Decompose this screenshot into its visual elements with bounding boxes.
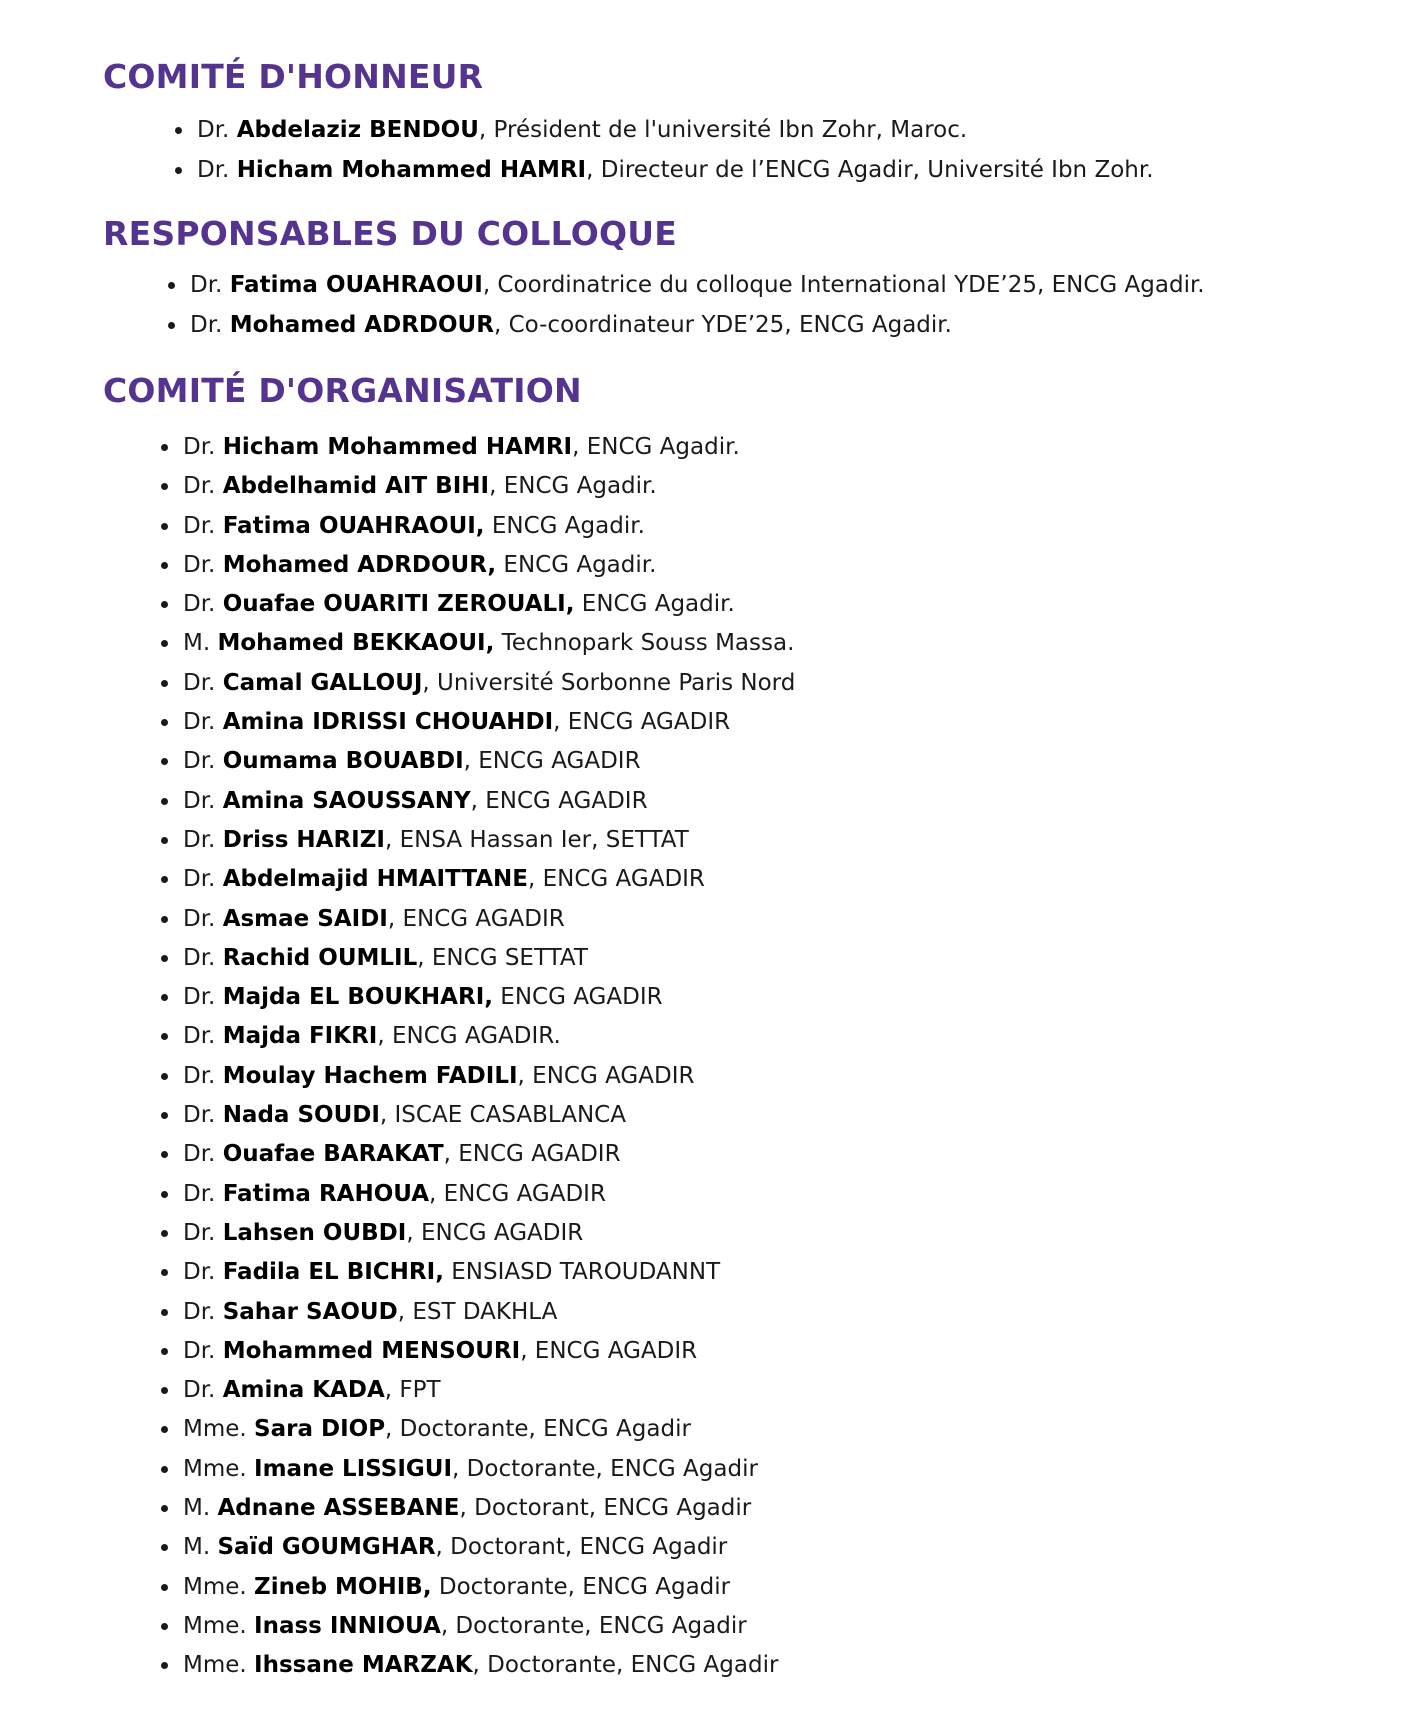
member-name: Moulay Hachem FADILI (222, 1062, 518, 1089)
member-affiliation: , Doctorante, ENCG Agadir (440, 1612, 747, 1639)
member-title: Dr. (183, 1102, 223, 1129)
member-affiliation: ENSIASD TAROUDANNT (443, 1259, 721, 1286)
member-name: Amina KADA (222, 1377, 385, 1404)
member-name: Mohamed BEKKAOUI, (217, 630, 495, 657)
member-name: Abdelhamid AIT BIHI (222, 473, 490, 500)
member-title: Dr. (197, 117, 237, 143)
member-affiliation: ENCG Agadir. (496, 551, 657, 578)
member-name: Ouafae OUARITI ZEROUALI, (222, 591, 575, 618)
member-name: Oumama BOUABDI (222, 748, 464, 775)
member-affiliation: , Doctorant, ENCG Agadir (435, 1534, 728, 1561)
member-affiliation: ENCG Agadir. (484, 512, 645, 539)
member-title: Dr. (183, 1298, 223, 1325)
comite-organisation-list (183, 432, 795, 1690)
member-title: M. (183, 1495, 218, 1522)
member-title: Dr. (183, 1023, 223, 1050)
member-affiliation: , ISCAE CASABLANCA (379, 1102, 626, 1129)
member-title: Dr. (183, 1377, 223, 1404)
member-name: Lahsen OUBDI (222, 1219, 407, 1246)
member-affiliation: , EST DAKHLA (397, 1298, 558, 1325)
member-affiliation: ENCG AGADIR (492, 984, 663, 1011)
member-name: Abdelaziz BENDOU (236, 117, 479, 143)
member-affiliation: , ENCG AGADIR (517, 1062, 695, 1089)
member-name: Majda FIKRI (222, 1023, 378, 1050)
member-name: Zineb MOHIB, (254, 1573, 432, 1600)
member-affiliation: , ENCG AGADIR (553, 709, 731, 736)
member-name: Rachid OUMLIL (222, 944, 418, 971)
list-item (183, 1532, 795, 1562)
member-title: Dr. (183, 944, 223, 971)
member-title: Dr. (183, 434, 223, 460)
member-title: Mme. (183, 1455, 255, 1482)
list-item (183, 864, 795, 894)
member-affiliation: , FPT (384, 1377, 441, 1404)
list-item (183, 943, 795, 973)
member-affiliation: , Doctorant, ENCG Agadir (459, 1495, 752, 1522)
member-title: Dr. (183, 826, 223, 853)
member-affiliation: , ENCG Agadir. (572, 434, 740, 460)
list-item (183, 982, 795, 1012)
member-title: Dr. (183, 866, 223, 893)
list-item (183, 1454, 795, 1484)
list-item (183, 511, 795, 541)
list-item (190, 270, 1205, 300)
list-item (183, 746, 795, 776)
member-title: Dr. (190, 311, 230, 338)
member-title: Dr. (183, 709, 223, 736)
member-name: Fatima OUAHRAOUI (229, 272, 483, 298)
member-title: Mme. (183, 1652, 255, 1679)
member-title: Mme. (183, 1573, 255, 1600)
member-title: Mme. (183, 1612, 255, 1639)
member-name: Majda EL BOUKHARI, (222, 984, 493, 1011)
member-affiliation: , ENCG AGADIR (406, 1219, 584, 1246)
member-title: Dr. (183, 1062, 223, 1089)
member-affiliation: , ENCG AGADIR (443, 1141, 621, 1168)
list-item (183, 1179, 795, 1209)
member-title: Dr. (183, 551, 223, 578)
member-name: Fadila EL BICHRI, (222, 1259, 444, 1286)
member-name: Inass INNIOUA (254, 1612, 441, 1639)
list-item (183, 1336, 795, 1366)
section-title-responsables-colloque: RESPONSABLES DU COLLOQUE (103, 214, 677, 253)
member-affiliation: , ENCG AGADIR (528, 866, 705, 893)
member-affiliation: , Doctorante, ENCG Agadir (452, 1455, 758, 1482)
list-item (183, 825, 795, 855)
list-item (183, 786, 795, 816)
member-title: Dr. (183, 591, 223, 618)
member-name: Nada SOUDI (222, 1102, 380, 1129)
responsables-colloque-list (190, 270, 1205, 349)
member-name: Mohamed ADRDOUR (229, 311, 494, 338)
member-affiliation: Technopark Souss Massa. (494, 630, 795, 657)
member-affiliation: , Coordinatrice du colloque International YDE’25, ENCG Agadir. (482, 272, 1205, 298)
member-affiliation: , Doctorante, ENCG Agadir (385, 1416, 691, 1443)
member-title: Mme. (183, 1416, 255, 1443)
member-name: Mohammed MENSOURI (222, 1337, 521, 1364)
list-item (183, 628, 795, 658)
member-affiliation: , ENCG AGADIR (387, 905, 565, 932)
member-name: Ouafae BARAKAT (222, 1141, 444, 1168)
member-name: Sara DIOP (254, 1416, 386, 1443)
list-item (183, 1021, 795, 1051)
list-item (183, 707, 795, 737)
member-name: Sahar SAOUD (222, 1298, 398, 1325)
member-name: Amina SAOUSSANY (222, 787, 471, 814)
list-item (183, 1493, 795, 1523)
member-affiliation: , Doctorante, ENCG Agadir (472, 1652, 779, 1679)
member-title: Dr. (183, 748, 223, 775)
member-affiliation: , ENCG AGADIR (520, 1337, 698, 1364)
member-title: Dr. (183, 1141, 223, 1168)
member-title: Dr. (183, 1337, 223, 1364)
member-name: Driss HARIZI (222, 826, 385, 853)
member-name: Adnane ASSEBANE (217, 1495, 460, 1522)
member-title: Dr. (197, 156, 237, 183)
member-affiliation: , Directeur de l’ENCG Agadir, Université Ibn Zohr. (586, 156, 1154, 183)
list-item (183, 904, 795, 934)
member-name: Asmae SAIDI (222, 905, 388, 932)
list-item (190, 310, 1205, 340)
list-item (183, 1257, 795, 1287)
member-name: Amina IDRISSI CHOUAHDI (222, 709, 554, 736)
list-item (183, 550, 795, 580)
list-item (197, 115, 1154, 145)
member-title: Dr. (183, 984, 223, 1011)
member-name: Ihssane MARZAK (254, 1652, 473, 1679)
member-affiliation: , ENCG AGADIR (463, 748, 641, 775)
list-item (183, 589, 795, 619)
list-item (197, 155, 1154, 185)
list-item (183, 432, 795, 462)
section-title-comite-honneur: COMITÉ D'HONNEUR (103, 57, 484, 96)
member-affiliation: , Co-coordinateur YDE’25, ENCG Agadir. (493, 311, 952, 338)
member-title: Dr. (183, 473, 223, 500)
member-affiliation: , ENCG AGADIR (429, 1180, 606, 1207)
member-title: Dr. (183, 512, 223, 539)
member-name: Saïd GOUMGHAR (217, 1534, 436, 1561)
member-name: Hicham Mohammed HAMRI (222, 434, 573, 460)
member-title: Dr. (190, 272, 230, 298)
member-name: Hicham Mohammed HAMRI (236, 156, 587, 183)
member-affiliation: , ENCG Agadir. (489, 473, 657, 500)
list-item (183, 471, 795, 501)
member-name: Camal GALLOUJ (222, 669, 423, 696)
section-title-comite-organisation: COMITÉ D'ORGANISATION (103, 371, 582, 410)
list-item (183, 668, 795, 698)
member-affiliation: ENCG Agadir. (574, 591, 735, 618)
list-item (183, 1061, 795, 1091)
member-title: M. (183, 630, 218, 657)
member-affiliation: , ENCG AGADIR. (377, 1023, 561, 1050)
list-item (183, 1375, 795, 1405)
list-item (183, 1650, 795, 1680)
list-item (183, 1297, 795, 1327)
member-affiliation: , ENCG SETTAT (417, 944, 588, 971)
comite-honneur-list (197, 115, 1154, 194)
list-item (183, 1414, 795, 1444)
list-item (183, 1572, 795, 1602)
member-title: Dr. (183, 905, 223, 932)
member-title: Dr. (183, 1180, 223, 1207)
member-affiliation: , ENCG AGADIR (470, 787, 648, 814)
member-title: Dr. (183, 669, 223, 696)
member-affiliation: , Université Sorbonne Paris Nord (422, 669, 796, 696)
list-item (183, 1139, 795, 1169)
member-affiliation: Doctorante, ENCG Agadir (431, 1573, 731, 1600)
member-name: Mohamed ADRDOUR, (222, 551, 497, 578)
member-name: Fatima OUAHRAOUI, (222, 512, 485, 539)
member-name: Imane LISSIGUI (254, 1455, 453, 1482)
member-affiliation: , Président de l'université Ibn Zohr, Maroc. (478, 117, 968, 143)
member-title: Dr. (183, 1219, 223, 1246)
member-title: Dr. (183, 1259, 223, 1286)
member-name: Abdelmajid HMAITTANE (222, 866, 528, 893)
list-item (183, 1611, 795, 1641)
member-title: M. (183, 1534, 218, 1561)
member-name: Fatima RAHOUA (222, 1180, 430, 1207)
list-item (183, 1218, 795, 1248)
member-affiliation: , ENSA Hassan Ier, SETTAT (384, 826, 689, 853)
member-title: Dr. (183, 787, 223, 814)
list-item (183, 1100, 795, 1130)
